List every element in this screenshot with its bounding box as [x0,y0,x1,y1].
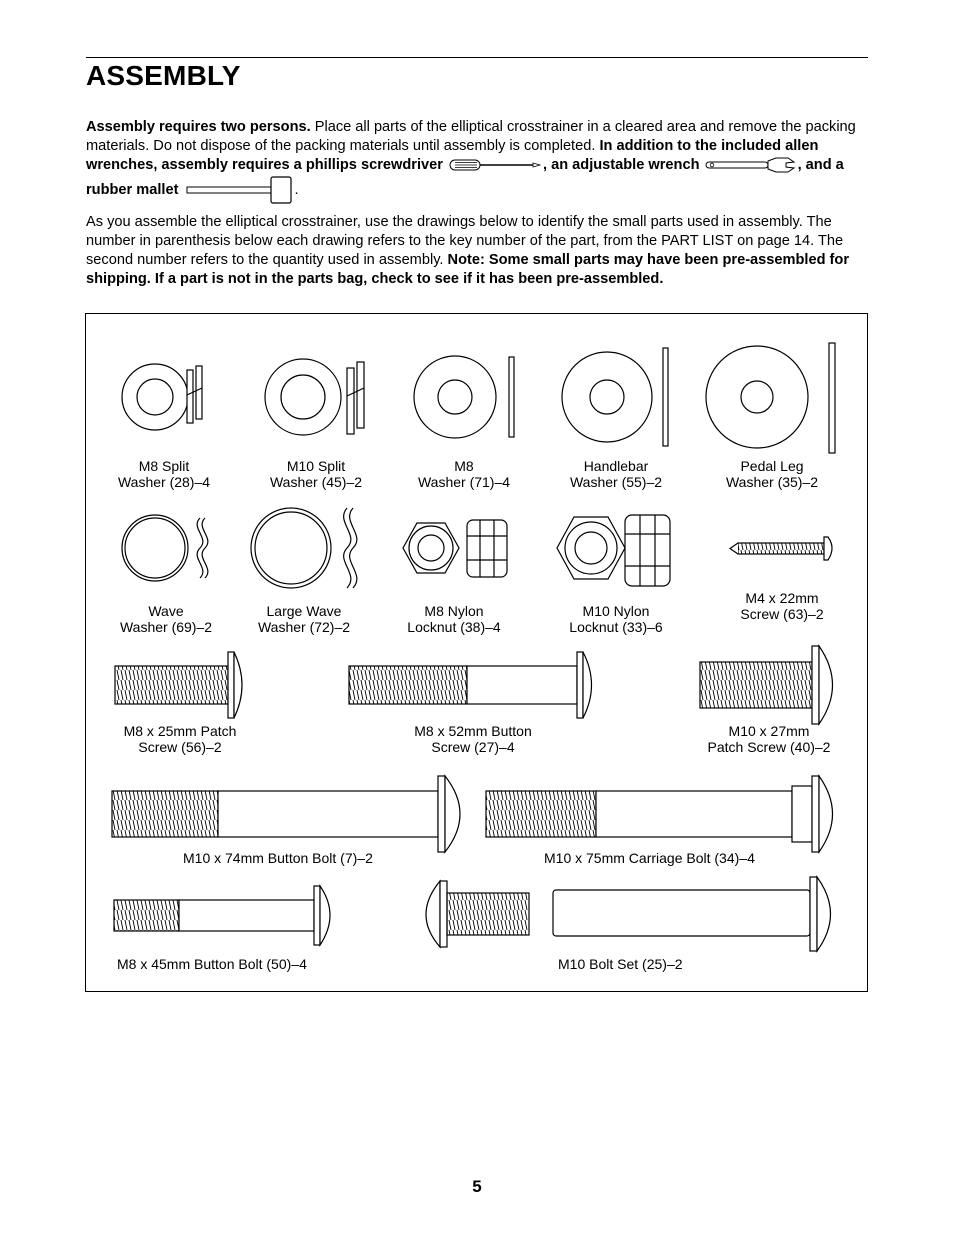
large-wave-washer-drawing [251,508,357,588]
instructions-text: As you assemble the elliptical crosstrainer, use the drawings below to identify the small parts used in assembly. The number in parenthesis below each drawing refers to the key number of the part, from the PART LIST on page 14. The second number refers to the quantity used in assembly. [86,214,844,268]
page-title: ASSEMBLY [86,60,241,91]
m10-split-washer-drawing [265,359,364,435]
part-label-wave-washer: Wave Washer (69)–2 [119,603,213,635]
pedal-leg-washer-drawing [706,343,835,453]
part-label-m10-74-button-bolt: M10 x 74mm Button Bolt (7)–2 [183,850,373,866]
m10-bolt-set-drawing [426,877,831,951]
m8-52-button-screw-drawing [349,652,592,718]
m10-27-patch-screw-drawing [700,646,833,724]
m8-nylon-locknut-drawing [403,520,507,577]
part-label-m4-screw: M4 x 22mm Screw (63)–2 [740,590,824,622]
part-label-m8-nylon-locknut: M8 Nylon Locknut (38)–4 [407,603,501,635]
wave-washer-drawing [122,515,208,581]
part-label-m10-nylon-locknut: M10 Nylon Locknut (33)–6 [569,603,663,635]
handlebar-washer-drawing [562,348,668,446]
intro-tools-1: In addition to the included allen wrenches, assembly requires a phillips screwdriver [86,138,819,173]
m8-washer-drawing [414,356,514,438]
m10-74-button-bolt-drawing [112,776,460,852]
m8-45-button-bolt-drawing [114,886,330,945]
part-label-m10-split-washer: M10 Split Washer (45)–2 [269,458,363,490]
part-label-m8-52-button-screw: M8 x 52mm Button Screw (27)–4 [414,723,532,755]
m10-75-carriage-bolt-drawing [486,776,833,852]
m8-25-patch-screw-drawing [115,652,242,718]
part-label-m8-washer: M8 Washer (71)–4 [417,458,511,490]
part-label-handlebar-washer: Handlebar Washer (55)–2 [569,458,663,490]
instructions-note: Note: Some small parts may have been pre-assembled for shipping. If a part is not in the parts bag, check to see if it has been pre-assembled. [86,252,850,287]
m4-screw-drawing [730,537,832,560]
part-label-m8-split-washer: M8 Split Washer (28)–4 [117,458,211,490]
part-label-m8-45-button-bolt: M8 x 45mm Button Bolt (50)–4 [117,956,307,972]
page-number: 5 [472,1177,482,1196]
m10-nylon-locknut-drawing [557,515,670,586]
intro-end: . [294,181,299,198]
part-label-m10-27-patch-screw: M10 x 27mm Patch Screw (40)–2 [707,723,831,755]
m8-split-washer-drawing [122,364,202,430]
part-label-large-wave-washer: Large Wave Washer (72)–2 [257,603,351,635]
part-label-pedal-leg-washer: Pedal Leg Washer (35)–2 [725,458,819,490]
part-label-m8-25-patch-screw: M8 x 25mm Patch Screw (56)–2 [123,723,237,755]
intro-tools-3: , and a rubber mallet [86,157,844,198]
intro-text: Place all parts of the elliptical crosstrainer in a cleared area and remove the packing materials. Do not dispose of the packing materials until assembly is completed. [86,119,856,154]
part-label-m10-75-carriage-bolt: M10 x 75mm Carriage Bolt (34)–4 [544,850,755,866]
part-label-m10-bolt-set: M10 Bolt Set (25)–2 [558,956,683,972]
intro-lead: Assembly requires two persons. [86,119,311,135]
intro-tools-2: , an adjustable wrench [542,157,700,173]
